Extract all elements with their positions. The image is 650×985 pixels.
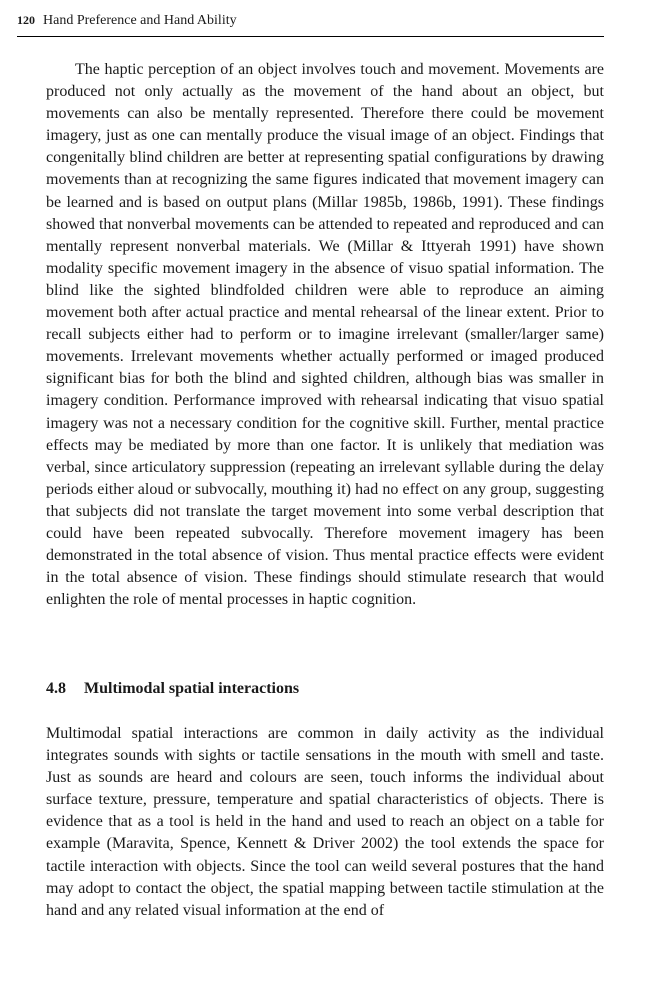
body-text-bottom (46, 723, 604, 922)
running-title: Hand Preference and Hand Ability (43, 13, 237, 28)
page-number: 120 (17, 13, 35, 27)
section-heading (46, 678, 604, 700)
section-number: 4.8 (46, 680, 66, 697)
paragraph-haptic-perception: The haptic perception of an object involves touch and movement. Movements are produced not only actually as the movement of the hand about an object, but movements can also be mentally represented. Therefore there could be movement imagery, just as one can mentally produce the visual image of an object. Findings that congenitally blind children are better at representing spatial configurations by drawing movements than at recognizing the same figures indicated that movement imagery can be learned and is based on output plans (Millar 1985b, 1986b, 1991). These findings showed that nonverbal movements can be attended to repeated and reproduced and can mentally represent nonverbal materials. We (Millar & Ittyerah 1991) have shown modality specific movement imagery in the absence of visuo spatial information. The blind like the sighted blindfolded children were able to reproduce an aiming movement both after actual practice and mental rehearsal of the linear extent. Prior to recall subjects either had to perform or to imagine irrelevant (smaller/larger same) movements. Irrelevant movements whether actually performed or imaged produced significant bias for both the blind and sighted children, although bias was smaller in imagery condition. Performance improved with rehearsal indicating that visuo spatial imagery was not a necessary condition for the cognitive skill. Further, mental practice effects may be mediated by more than one factor. It is unlikely that mediation was verbal, since articulatory suppression (repeating an irrelevant syllable during the delay periods either aloud or subvocally, mouthing it) had no effect on any group, suggesting that subjects did not translate the target movement into some verbal description that could have been repeated subvocally. Therefore movement imagery has been demonstrated in the total absence of vision. Thus mental practice effects were evident in the total absence of vision. These findings should stimulate research that would enlighten the role of mental processes in haptic cognition. (46, 61, 604, 609)
body-text-top (46, 59, 604, 611)
running-header (17, 10, 604, 37)
section-title: Multimodal spatial interactions (84, 680, 300, 697)
paragraph-multimodal: Multimodal spatial interactions are common in daily activity as the individual integrates sounds with sights or tactile sensations in the mouth with smell and taste. Just as sounds are heard and colours are seen, touch informs the individual about surface texture, pressure, temperature and spatial characteristics of objects. There is evidence that as a tool is held in the hand and used to reach an object on a table for example (Maravita, Spence, Kennett & Driver 2002) the tool extends the space for tactile interaction with objects. Since the tool can weild several postures that the hand may adopt to contact the object, the spatial mapping between tactile stimulation at the hand and any related visual information at the end of (46, 725, 604, 919)
